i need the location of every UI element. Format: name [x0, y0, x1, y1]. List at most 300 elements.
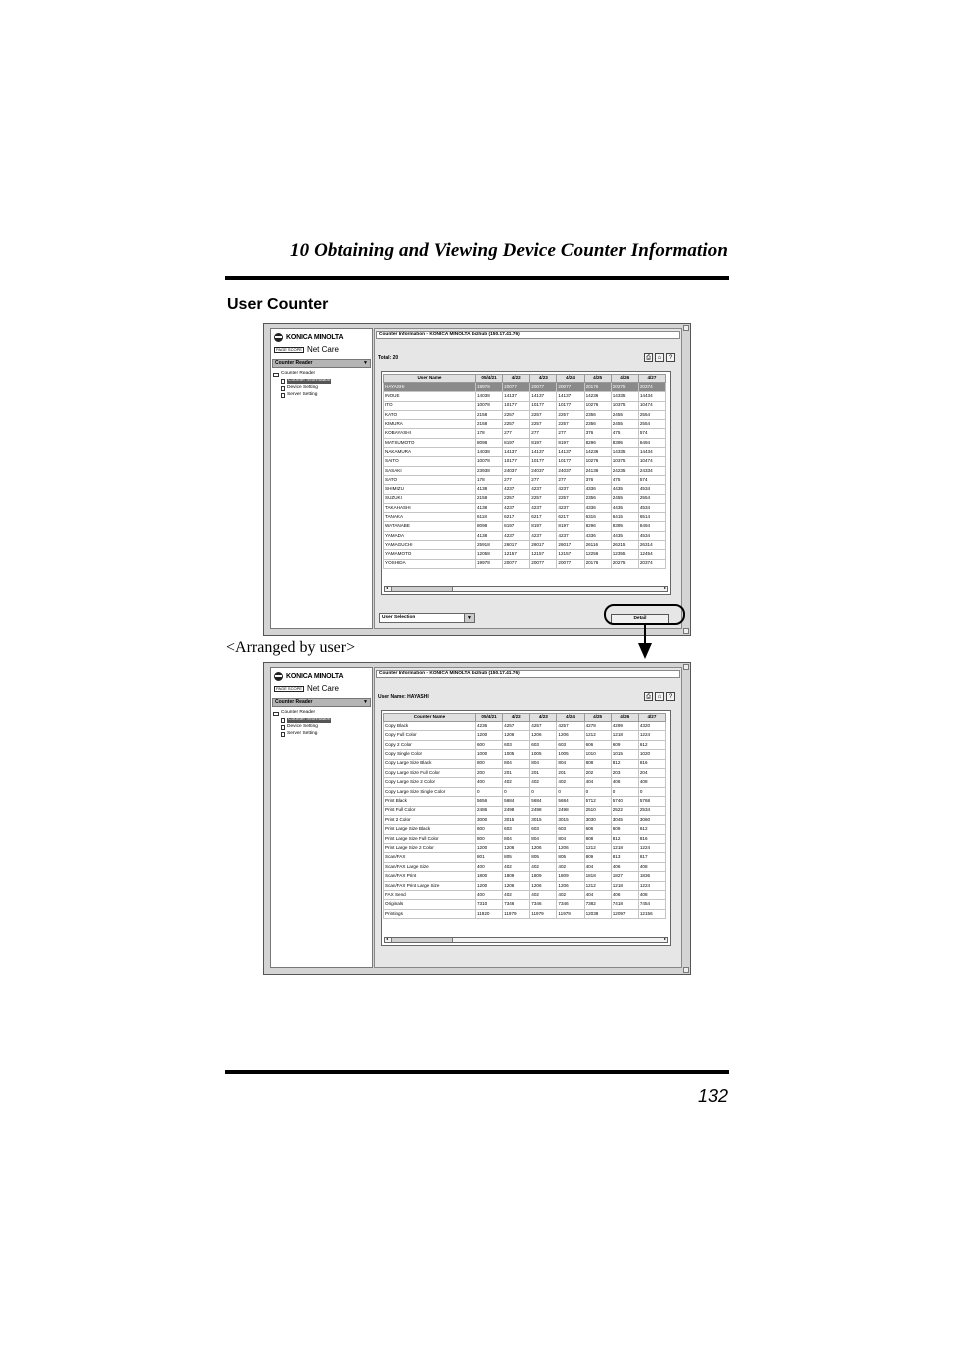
table-row[interactable] — [384, 429, 666, 438]
header-rule — [225, 276, 729, 280]
row-label-cell: Copy Full Color — [384, 731, 476, 740]
print-icon[interactable]: ⎙ — [644, 353, 653, 362]
panel-header: Counter Information - KONICA MINOLTA bizhub (150.17.41.76) — [376, 331, 680, 339]
row-label-cell: Print Large Size 2 Color — [384, 844, 476, 853]
counter-value-cell: 8494 — [638, 522, 665, 531]
counter-value-cell: 402 — [557, 778, 584, 787]
counter-value-cell: 475 — [611, 429, 638, 438]
counter-value-cell: 2356 — [584, 410, 611, 419]
table-row[interactable] — [384, 815, 666, 824]
counter-value-cell: 23938 — [476, 466, 503, 475]
counter-value-cell: 600 — [476, 825, 503, 834]
table-row[interactable] — [384, 797, 666, 806]
counter-value-cell: 2158 — [476, 410, 503, 419]
counter-value-cell: 12157 — [557, 550, 584, 559]
horizontal-scrollbar[interactable] — [384, 937, 668, 943]
row-label-cell: Print Black — [384, 797, 476, 806]
counter-value-cell: 5740 — [611, 797, 638, 806]
konica-minolta-logo: KONICA MINOLTA — [274, 672, 343, 681]
counter-value-cell: 808 — [584, 759, 611, 768]
user-selection-dropdown[interactable]: User Selection ▼ — [379, 613, 475, 623]
table-row[interactable] — [384, 494, 666, 503]
counter-value-cell: 800 — [476, 759, 503, 768]
table-row[interactable] — [384, 844, 666, 853]
counter-value-cell: 612 — [638, 740, 665, 749]
counter-value-cell: 12157 — [503, 550, 530, 559]
counter-value-cell: 4237 — [557, 485, 584, 494]
counter-value-cell: 804 — [503, 759, 530, 768]
table-row[interactable] — [384, 475, 666, 484]
row-label-cell: Copy 2 Color — [384, 740, 476, 749]
row-label-cell: Print Large Size Full Color — [384, 834, 476, 843]
counter-value-cell: 809 — [584, 853, 611, 862]
tree-item-counter-information[interactable]: Counter Information — [273, 378, 331, 385]
counter-value-cell: 20077 — [503, 559, 530, 568]
home-icon[interactable]: ⌂ — [655, 353, 664, 362]
counter-value-cell: 4336 — [584, 485, 611, 494]
table-row[interactable] — [384, 862, 666, 871]
counter-value-cell: 10078 — [476, 457, 503, 466]
counter-value-cell: 816 — [638, 834, 665, 843]
counter-value-cell: 3030 — [584, 815, 611, 824]
counter-value-cell: 8098 — [476, 438, 503, 447]
counter-value-cell: 201 — [530, 768, 557, 777]
column-header: 4/26 — [611, 375, 638, 383]
help-icon[interactable]: ? — [666, 692, 675, 701]
counter-value-cell: 8494 — [638, 438, 665, 447]
counter-value-cell: 3015 — [503, 815, 530, 824]
counter-detail-table — [383, 713, 666, 919]
konica-logo-icon — [274, 333, 283, 342]
counter-value-cell: 4237 — [503, 503, 530, 512]
table-row[interactable] — [384, 872, 666, 881]
document-icon — [281, 718, 285, 723]
counter-value-cell: 1005 — [503, 750, 530, 759]
counter-value-cell: 8296 — [584, 522, 611, 531]
table-row[interactable] — [384, 891, 666, 900]
counter-value-cell: 11979 — [503, 909, 530, 918]
counter-value-cell: 402 — [530, 891, 557, 900]
counter-value-cell: 817 — [638, 853, 665, 862]
table-row[interactable] — [384, 531, 666, 540]
counter-value-cell: 1206 — [557, 881, 584, 890]
table-row[interactable] — [384, 466, 666, 475]
row-label-cell: YAMAGUCHI — [384, 541, 476, 550]
counter-value-cell: 2257 — [530, 410, 557, 419]
counter-value-cell: 4257 — [557, 722, 584, 731]
table-row[interactable] — [384, 401, 666, 410]
document-icon — [281, 732, 285, 737]
counter-value-cell: 10177 — [530, 457, 557, 466]
counter-value-cell: 1200 — [476, 844, 503, 853]
table-row[interactable] — [384, 722, 666, 731]
counter-value-cell: 2455 — [611, 494, 638, 503]
counter-value-cell: 10078 — [476, 401, 503, 410]
counter-value-cell: 4138 — [476, 485, 503, 494]
counter-value-cell: 1809 — [557, 872, 584, 881]
counter-value-cell: 10177 — [557, 457, 584, 466]
table-row[interactable] — [384, 750, 666, 759]
counter-value-cell: 14137 — [503, 392, 530, 401]
counter-value-cell: 2498 — [503, 806, 530, 815]
print-icon[interactable]: ⎙ — [644, 692, 653, 701]
counter-value-cell: 7346 — [557, 900, 584, 909]
counter-value-cell: 25918 — [476, 541, 503, 550]
counter-value-cell: 606 — [584, 740, 611, 749]
counter-value-cell: 4278 — [584, 722, 611, 731]
counter-value-cell: 402 — [530, 862, 557, 871]
counter-value-cell: 277 — [503, 475, 530, 484]
user-counter-table — [383, 374, 666, 569]
column-header: 4/23 — [530, 714, 557, 722]
table-row[interactable] — [384, 881, 666, 890]
table-row[interactable] — [384, 909, 666, 918]
counter-value-cell: 376 — [584, 429, 611, 438]
main-panel — [374, 667, 682, 968]
sidebar — [270, 328, 373, 629]
counter-value-cell: 10375 — [611, 457, 638, 466]
counter-value-cell: 7310 — [476, 900, 503, 909]
counter-value-cell: 5684 — [503, 797, 530, 806]
counter-value-cell: 1005 — [530, 750, 557, 759]
table-row[interactable] — [384, 740, 666, 749]
konica-logo-icon — [274, 672, 283, 681]
row-label-cell: Print Large Size Black — [384, 825, 476, 834]
counter-value-cell: 402 — [503, 891, 530, 900]
table-row[interactable] — [384, 778, 666, 787]
counter-value-cell: 406 — [611, 891, 638, 900]
column-header: 4/22 — [503, 375, 530, 383]
table-row[interactable] — [384, 834, 666, 843]
table-row[interactable] — [384, 503, 666, 512]
row-label-cell: YAMAMOTO — [384, 550, 476, 559]
counter-value-cell: 402 — [530, 778, 557, 787]
counter-value-cell: 4336 — [584, 503, 611, 512]
counter-value-cell: 4138 — [476, 503, 503, 512]
counter-value-cell: 24037 — [503, 466, 530, 475]
menu-dropdown[interactable]: Counter Reader ▼ — [272, 359, 371, 368]
counter-value-cell: 805 — [503, 853, 530, 862]
sidebar — [270, 667, 373, 968]
row-label-cell: NAKAMURA — [384, 448, 476, 457]
counter-value-cell: 26314 — [638, 541, 665, 550]
counter-value-cell: 408 — [638, 891, 665, 900]
counter-value-cell: 10177 — [503, 401, 530, 410]
scroll-down-icon[interactable] — [683, 628, 689, 634]
scroll-thumb[interactable] — [391, 587, 453, 591]
table-row[interactable] — [384, 522, 666, 531]
row-label-cell: Copy Large Size Single Color — [384, 787, 476, 796]
counter-value-cell: 475 — [611, 475, 638, 484]
counter-value-cell: 1206 — [503, 844, 530, 853]
counter-value-cell: 612 — [638, 825, 665, 834]
counter-value-cell: 4237 — [503, 485, 530, 494]
counter-value-cell: 812 — [611, 834, 638, 843]
counter-value-cell: 1000 — [476, 750, 503, 759]
table-row[interactable] — [384, 485, 666, 494]
counter-value-cell: 26017 — [503, 541, 530, 550]
counter-value-cell: 12157 — [530, 550, 557, 559]
counter-value-cell: 400 — [476, 891, 503, 900]
total-label: Total: 20 — [378, 355, 399, 361]
table-row[interactable] — [384, 825, 666, 834]
counter-value-cell: 19978 — [476, 383, 503, 392]
counter-value-cell: 6514 — [638, 513, 665, 522]
counter-value-cell: 7346 — [530, 900, 557, 909]
table-row[interactable] — [384, 759, 666, 768]
column-header: 4/23 — [530, 375, 557, 383]
document-icon — [281, 379, 285, 384]
counter-value-cell: 20275 — [611, 559, 638, 568]
counter-value-cell: 2257 — [557, 420, 584, 429]
scroll-right-icon[interactable]: ▸ — [663, 585, 666, 590]
table-row[interactable] — [384, 787, 666, 796]
counter-value-cell: 277 — [557, 475, 584, 484]
counter-value-cell: 178 — [476, 429, 503, 438]
counter-value-cell: 4257 — [530, 722, 557, 731]
chevron-down-icon: ▼ — [363, 699, 368, 705]
counter-value-cell: 4237 — [557, 503, 584, 512]
counter-value-cell: 0 — [584, 787, 611, 796]
counter-value-cell: 2554 — [638, 494, 665, 503]
row-label-cell: WATANABE — [384, 522, 476, 531]
counter-value-cell: 26017 — [557, 541, 584, 550]
row-label-cell: Copy Black — [384, 722, 476, 731]
row-label-cell: Copy Single Color — [384, 750, 476, 759]
counter-value-cell: 8197 — [503, 438, 530, 447]
row-label-cell: SAITO — [384, 457, 476, 466]
scroll-thumb[interactable] — [391, 938, 453, 942]
table-row[interactable] — [384, 550, 666, 559]
counter-value-cell: 6415 — [611, 513, 638, 522]
counter-value-cell: 11920 — [476, 909, 503, 918]
counter-value-cell: 1206 — [557, 844, 584, 853]
konica-minolta-logo: KONICA MINOLTA — [274, 333, 343, 342]
table-row[interactable] — [384, 853, 666, 862]
table-row[interactable] — [384, 448, 666, 457]
main-panel — [374, 328, 682, 629]
column-header: 4/25 — [584, 714, 611, 722]
counter-value-cell: 26017 — [530, 541, 557, 550]
counter-value-cell: 4534 — [638, 503, 665, 512]
counter-value-cell: 801 — [476, 853, 503, 862]
tree-item-counter-reader[interactable]: Counter Reader — [273, 710, 331, 717]
counter-value-cell: 10276 — [584, 401, 611, 410]
counter-value-cell: 20077 — [557, 383, 584, 392]
counter-value-cell: 19978 — [476, 559, 503, 568]
counter-value-cell: 603 — [557, 825, 584, 834]
counter-value-cell: 1206 — [503, 881, 530, 890]
counter-value-cell: 20176 — [584, 383, 611, 392]
table-row[interactable] — [384, 768, 666, 777]
table-row[interactable] — [384, 438, 666, 447]
counter-value-cell: 406 — [611, 778, 638, 787]
counter-value-cell: 1818 — [584, 872, 611, 881]
counter-value-cell: 26116 — [584, 541, 611, 550]
table-row[interactable] — [384, 513, 666, 522]
row-label-cell: KOBAYASHI — [384, 429, 476, 438]
column-header: 4/24 — [557, 714, 584, 722]
counter-value-cell: 24037 — [557, 466, 584, 475]
counter-value-cell: 1224 — [638, 844, 665, 853]
counter-value-cell: 24334 — [638, 466, 665, 475]
counter-value-cell: 1218 — [611, 881, 638, 890]
counter-value-cell: 813 — [611, 853, 638, 862]
counter-value-cell: 277 — [530, 429, 557, 438]
counter-value-cell: 2510 — [584, 806, 611, 815]
counter-value-cell: 12454 — [638, 550, 665, 559]
counter-value-cell: 12058 — [476, 550, 503, 559]
table-row[interactable] — [384, 900, 666, 909]
counter-value-cell: 1206 — [503, 731, 530, 740]
counter-value-cell: 14236 — [584, 448, 611, 457]
counter-value-cell: 5712 — [584, 797, 611, 806]
counter-value-cell: 1206 — [530, 881, 557, 890]
counter-value-cell: 2455 — [611, 420, 638, 429]
horizontal-scrollbar[interactable] — [384, 586, 668, 592]
counter-value-cell: 4237 — [530, 485, 557, 494]
counter-value-cell: 5684 — [530, 797, 557, 806]
counter-value-cell: 0 — [638, 787, 665, 796]
chevron-down-icon: ▼ — [464, 614, 474, 622]
scroll-right-icon[interactable]: ▸ — [663, 936, 666, 941]
counter-value-cell: 14137 — [530, 448, 557, 457]
row-label-cell: YOSHIDA — [384, 559, 476, 568]
tree-item-device-setting[interactable]: Device Setting — [273, 385, 331, 392]
toolbar — [644, 353, 675, 362]
counter-value-cell: 12156 — [638, 909, 665, 918]
nav-tree — [273, 371, 331, 399]
counter-value-cell: 1218 — [611, 731, 638, 740]
counter-value-cell: 5684 — [557, 797, 584, 806]
counter-value-cell: 4336 — [584, 531, 611, 540]
tree-item-counter-reader[interactable]: Counter Reader — [273, 371, 331, 378]
counter-value-cell: 2554 — [638, 410, 665, 419]
counter-value-cell: 603 — [503, 825, 530, 834]
counter-value-cell: 3045 — [611, 815, 638, 824]
row-label-cell: Print Full Color — [384, 806, 476, 815]
counter-value-cell: 14137 — [530, 392, 557, 401]
counter-value-cell: 1212 — [584, 881, 611, 890]
counter-value-cell: 8098 — [476, 522, 503, 531]
counter-value-cell: 4435 — [611, 485, 638, 494]
help-icon[interactable]: ? — [666, 353, 675, 362]
table-row[interactable] — [384, 383, 666, 392]
row-label-cell: Copy Large Size 2 Color — [384, 778, 476, 787]
counter-value-cell: 2356 — [584, 494, 611, 503]
counter-value-cell: 402 — [557, 862, 584, 871]
scroll-left-icon[interactable]: ◂ — [386, 936, 389, 941]
tree-item-server-setting[interactable]: Server Setting — [273, 392, 331, 399]
column-header: 4/27 — [638, 714, 665, 722]
counter-value-cell: 2257 — [530, 420, 557, 429]
counter-value-cell: 404 — [584, 778, 611, 787]
counter-value-cell: 0 — [503, 787, 530, 796]
table-row[interactable] — [384, 392, 666, 401]
counter-value-cell: 2498 — [557, 806, 584, 815]
counter-value-cell: 6316 — [584, 513, 611, 522]
row-label-cell: Scan/FAX Print — [384, 872, 476, 881]
counter-value-cell: 6118 — [476, 513, 503, 522]
counter-value-cell: 4237 — [530, 503, 557, 512]
folder-icon — [273, 373, 279, 377]
tree-item-server-setting[interactable]: Server Setting — [273, 731, 331, 738]
row-label-cell: HAYASHI — [384, 383, 476, 392]
counter-value-cell: 5768 — [638, 797, 665, 806]
chapter-title: 10 Obtaining and Viewing Device Counter Information — [290, 240, 728, 261]
counter-value-cell: 200 — [476, 768, 503, 777]
counter-value-cell: 7346 — [503, 900, 530, 909]
table-row[interactable] — [384, 541, 666, 550]
counter-value-cell: 402 — [557, 891, 584, 900]
document-icon — [281, 386, 285, 391]
counter-value-cell: 10177 — [530, 401, 557, 410]
counter-value-cell: 203 — [611, 768, 638, 777]
menu-dropdown[interactable]: Counter Reader ▼ — [272, 698, 371, 707]
scroll-left-icon[interactable]: ◂ — [386, 585, 389, 590]
counter-value-cell: 4320 — [638, 722, 665, 731]
table-row[interactable] — [384, 457, 666, 466]
counter-value-cell: 11979 — [530, 909, 557, 918]
counter-value-cell: 1836 — [638, 872, 665, 881]
counter-value-cell: 603 — [530, 825, 557, 834]
counter-value-cell: 4237 — [557, 531, 584, 540]
table-row[interactable] — [384, 410, 666, 419]
counter-value-cell: 2486 — [476, 806, 503, 815]
counter-value-cell: 400 — [476, 862, 503, 871]
tree-item-device-setting[interactable]: Device Setting — [273, 724, 331, 731]
counter-value-cell: 14335 — [611, 448, 638, 457]
table-row[interactable] — [384, 731, 666, 740]
counter-value-cell: 1200 — [476, 881, 503, 890]
counter-value-cell: 277 — [557, 429, 584, 438]
counter-value-cell: 0 — [557, 787, 584, 796]
panel-header: Counter Information - KONICA MINOLTA bizhub (150.17.41.76) — [376, 670, 680, 678]
counter-value-cell: 804 — [530, 834, 557, 843]
counter-value-cell: 277 — [530, 475, 557, 484]
counter-value-cell: 402 — [503, 778, 530, 787]
counter-value-cell: 4534 — [638, 485, 665, 494]
detail-button[interactable]: Detail — [611, 614, 669, 624]
column-header: User Name — [384, 375, 476, 383]
folder-icon — [273, 712, 279, 716]
column-header: Counter Name — [384, 714, 476, 722]
table-row[interactable] — [384, 559, 666, 568]
counter-value-cell: 2257 — [557, 410, 584, 419]
scroll-down-icon[interactable] — [683, 967, 689, 973]
counter-value-cell: 20275 — [611, 383, 638, 392]
scroll-up-icon[interactable] — [683, 325, 689, 331]
counter-value-cell: 4257 — [503, 722, 530, 731]
home-icon[interactable]: ⌂ — [655, 692, 664, 701]
counter-value-cell: 4138 — [476, 531, 503, 540]
column-header: 05/4/21 — [476, 714, 503, 722]
counter-value-cell: 400 — [476, 778, 503, 787]
counter-value-cell: 10375 — [611, 401, 638, 410]
counter-value-cell: 20077 — [557, 559, 584, 568]
scroll-up-icon[interactable] — [683, 664, 689, 670]
tree-item-counter-information[interactable]: Counter Information — [273, 717, 331, 724]
column-header: 4/25 — [584, 375, 611, 383]
row-label-cell: Printings — [384, 909, 476, 918]
counter-value-cell: 0 — [476, 787, 503, 796]
toolbar — [644, 692, 675, 701]
counter-value-cell: 20374 — [638, 383, 665, 392]
table-row[interactable] — [384, 420, 666, 429]
table-row[interactable] — [384, 806, 666, 815]
counter-value-cell: 4299 — [611, 722, 638, 731]
row-label-cell: ITO — [384, 401, 476, 410]
